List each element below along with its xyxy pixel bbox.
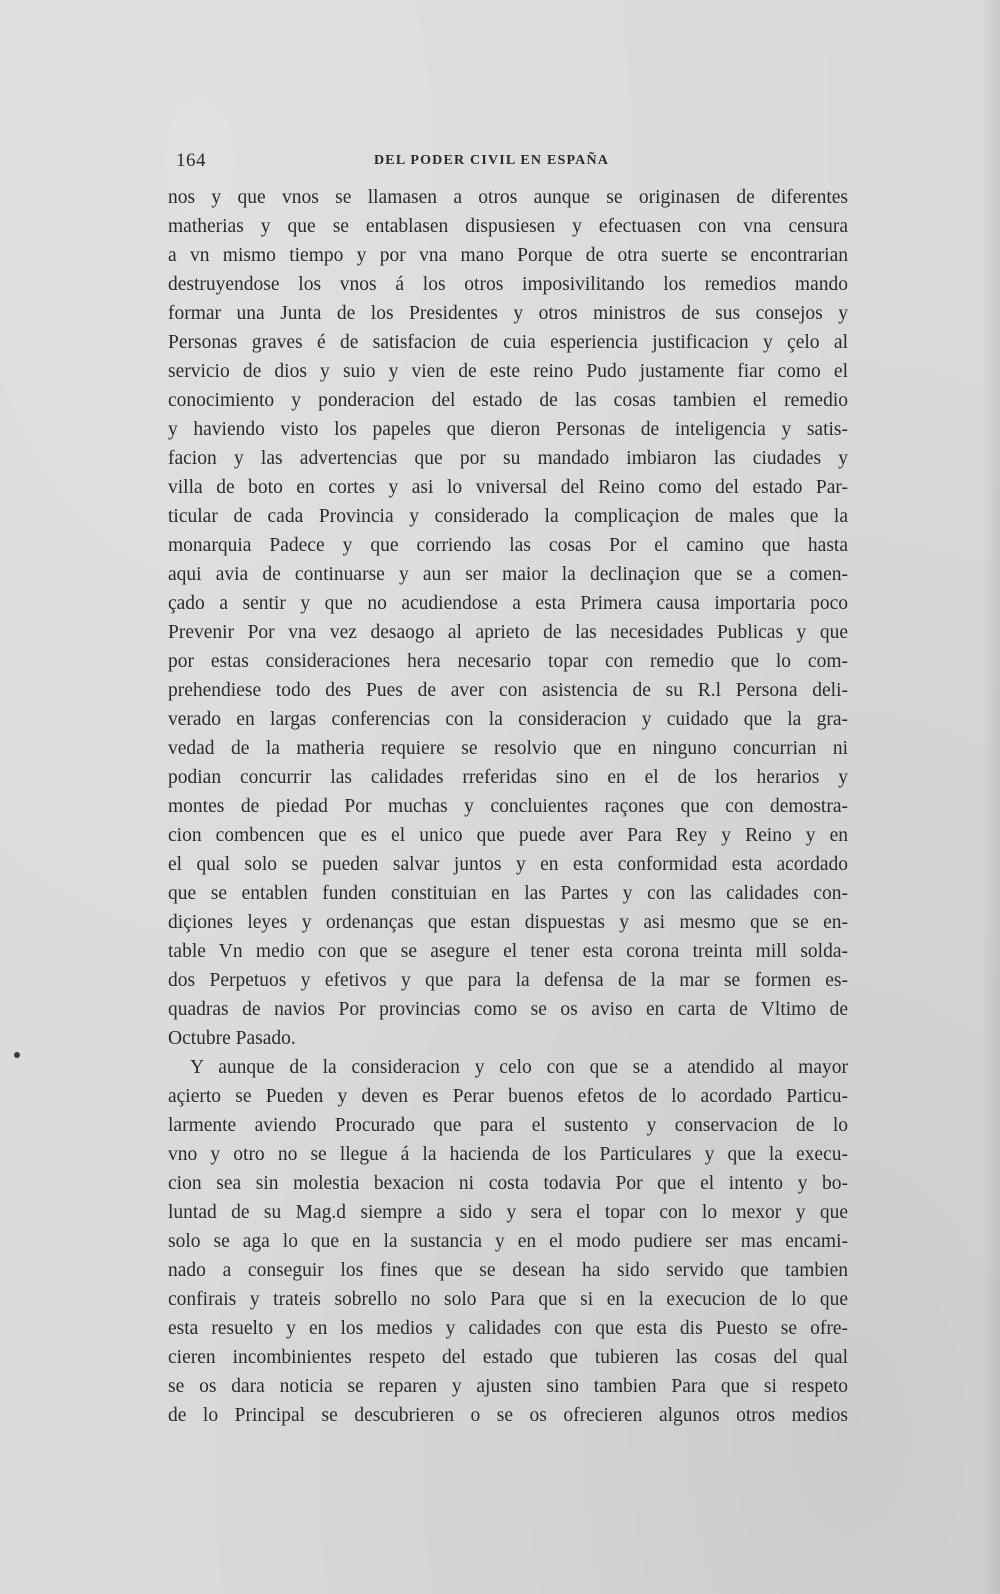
text-line: montes de piedad Por muchas y concluientes raçones que con demostra- (168, 796, 848, 817)
text-line: formar una Junta de los Presidentes y otros ministros de sus consejos y (168, 303, 848, 324)
text-line: que se entablen funden constituian en las Partes y con las calidades con- (168, 883, 848, 904)
text-line: esta resuelto y en los medios y calidades con que esta dis Puesto se ofre- (168, 1318, 848, 1339)
text-line: monarquia Padece y que corriendo las cosas Por el camino que hasta (168, 535, 848, 556)
text-line: vedad de la matheria requiere se resolvio que en ninguno concurrian ni (168, 738, 848, 759)
text-line: table Vn medio con que se asegure el tener esta corona treinta mill solda- (168, 941, 848, 962)
text-line: podian concurrir las calidades rreferidas sino en el de los herarios y (168, 767, 848, 788)
text-line: aqui avia de continuarse y aun ser maior la declinaçion que se a comen- (168, 564, 848, 585)
text-line: larmente aviendo Procurado que para el sustento y conservacion de lo (168, 1115, 848, 1136)
text-line: quadras de navios Por provincias como se os aviso en carta de Vltimo de (168, 999, 848, 1020)
text-line: cion combencen que es el unico que puede aver Para Rey y Reino y en (168, 825, 848, 846)
page-header (176, 150, 856, 174)
text-line: cieren incombinientes respeto del estado que tubieren las cosas del qual (168, 1347, 848, 1368)
text-line: confirais y trateis sobrello no solo Para que si en la execucion de lo que (168, 1289, 848, 1310)
text-line: çado a sentir y que no acudiendose a esta Primera causa importaria poco (168, 593, 848, 614)
text-line: dos Perpetuos y efetivos y que para la defensa de la mar se formen es- (168, 970, 848, 991)
text-line: Personas graves é de satisfacion de cuia esperiencia justificacion y çelo al (168, 332, 848, 353)
text-line: luntad de su Mag.d siempre a sido y sera el topar con lo mexor y que (168, 1202, 848, 1223)
text-line: prehendiese todo des Pues de aver con asistencia de su R.l Persona deli- (168, 680, 848, 701)
text-line: diçiones leyes y ordenanças que estan dispuestas y asi mesmo que se en- (168, 912, 848, 933)
text-line: el qual solo se pueden salvar juntos y en esta conformidad esta acordado (168, 854, 848, 875)
text-line: vno y otro no se llegue á la hacienda de los Particulares y que la execu- (168, 1144, 848, 1165)
text-line: y haviendo visto los papeles que dieron Personas de inteligencia y satis- (168, 419, 848, 440)
paragraph-start-line: Y aunque de la consideracion y celo con que se a atendido al mayor (190, 1057, 848, 1078)
text-line: nos y que vnos se llamasen a otros aunque se originasen de diferentes (168, 187, 848, 208)
text-line: facion y las advertencias que por su mandado imbiaron las ciudades y (168, 448, 848, 469)
running-head: DEL PODER CIVIL EN ESPAÑA (374, 153, 610, 168)
text-line: destruyendose los vnos á los otros imposivilitando los remedios mando (168, 274, 848, 295)
text-line: villa de boto en cortes y asi lo vniversal del Reino como del estado Par- (168, 477, 848, 498)
text-line: se os dara noticia se reparen y ajusten sino tambien Para que si respeto (168, 1376, 848, 1397)
margin-mark (14, 1052, 20, 1058)
text-line: a vn mismo tiempo y por vna mano Porque de otra suerte se encontrarian (168, 245, 848, 266)
text-line: de lo Principal se descubrieren o se os ofrecieren algunos otros medios (168, 1405, 848, 1426)
text-line: verado en largas conferencias con la consideracion y cuidado que la gra- (168, 709, 848, 730)
text-line: matherias y que se entablasen dispusiesen y efectuasen con vna censura (168, 216, 848, 237)
body-text (168, 183, 848, 1430)
text-line: por estas consideraciones hera necesario topar con remedio que lo com- (168, 651, 848, 672)
text-line: servicio de dios y suio y vien de este reino Pudo justamente fiar como el (168, 361, 848, 382)
text-line: Prevenir Por vna vez desaogo al aprieto de las necesidades Publicas y que (168, 622, 848, 643)
scan-edge-shadow (982, 0, 1000, 1594)
text-line: solo se aga lo que en la sustancia y en el modo pudiere ser mas encami- (168, 1231, 848, 1252)
text-line: nado a conseguir los fines que se desean ha sido servido que tambien (168, 1260, 848, 1281)
text-line: cion sea sin molestia bexacion ni costa todavia Por que el intento y bo- (168, 1173, 848, 1194)
paragraph-end-line: Octubre Pasado. (168, 1028, 296, 1049)
text-line: ticular de cada Provincia y considerado la complicaçion de males que la (168, 506, 848, 527)
page-number: 164 (176, 150, 206, 171)
text-line: açierto se Pueden y deven es Perar buenos efetos de lo acordado Particu- (168, 1086, 848, 1107)
text-line: conocimiento y ponderacion del estado de las cosas tambien el remedio (168, 390, 848, 411)
